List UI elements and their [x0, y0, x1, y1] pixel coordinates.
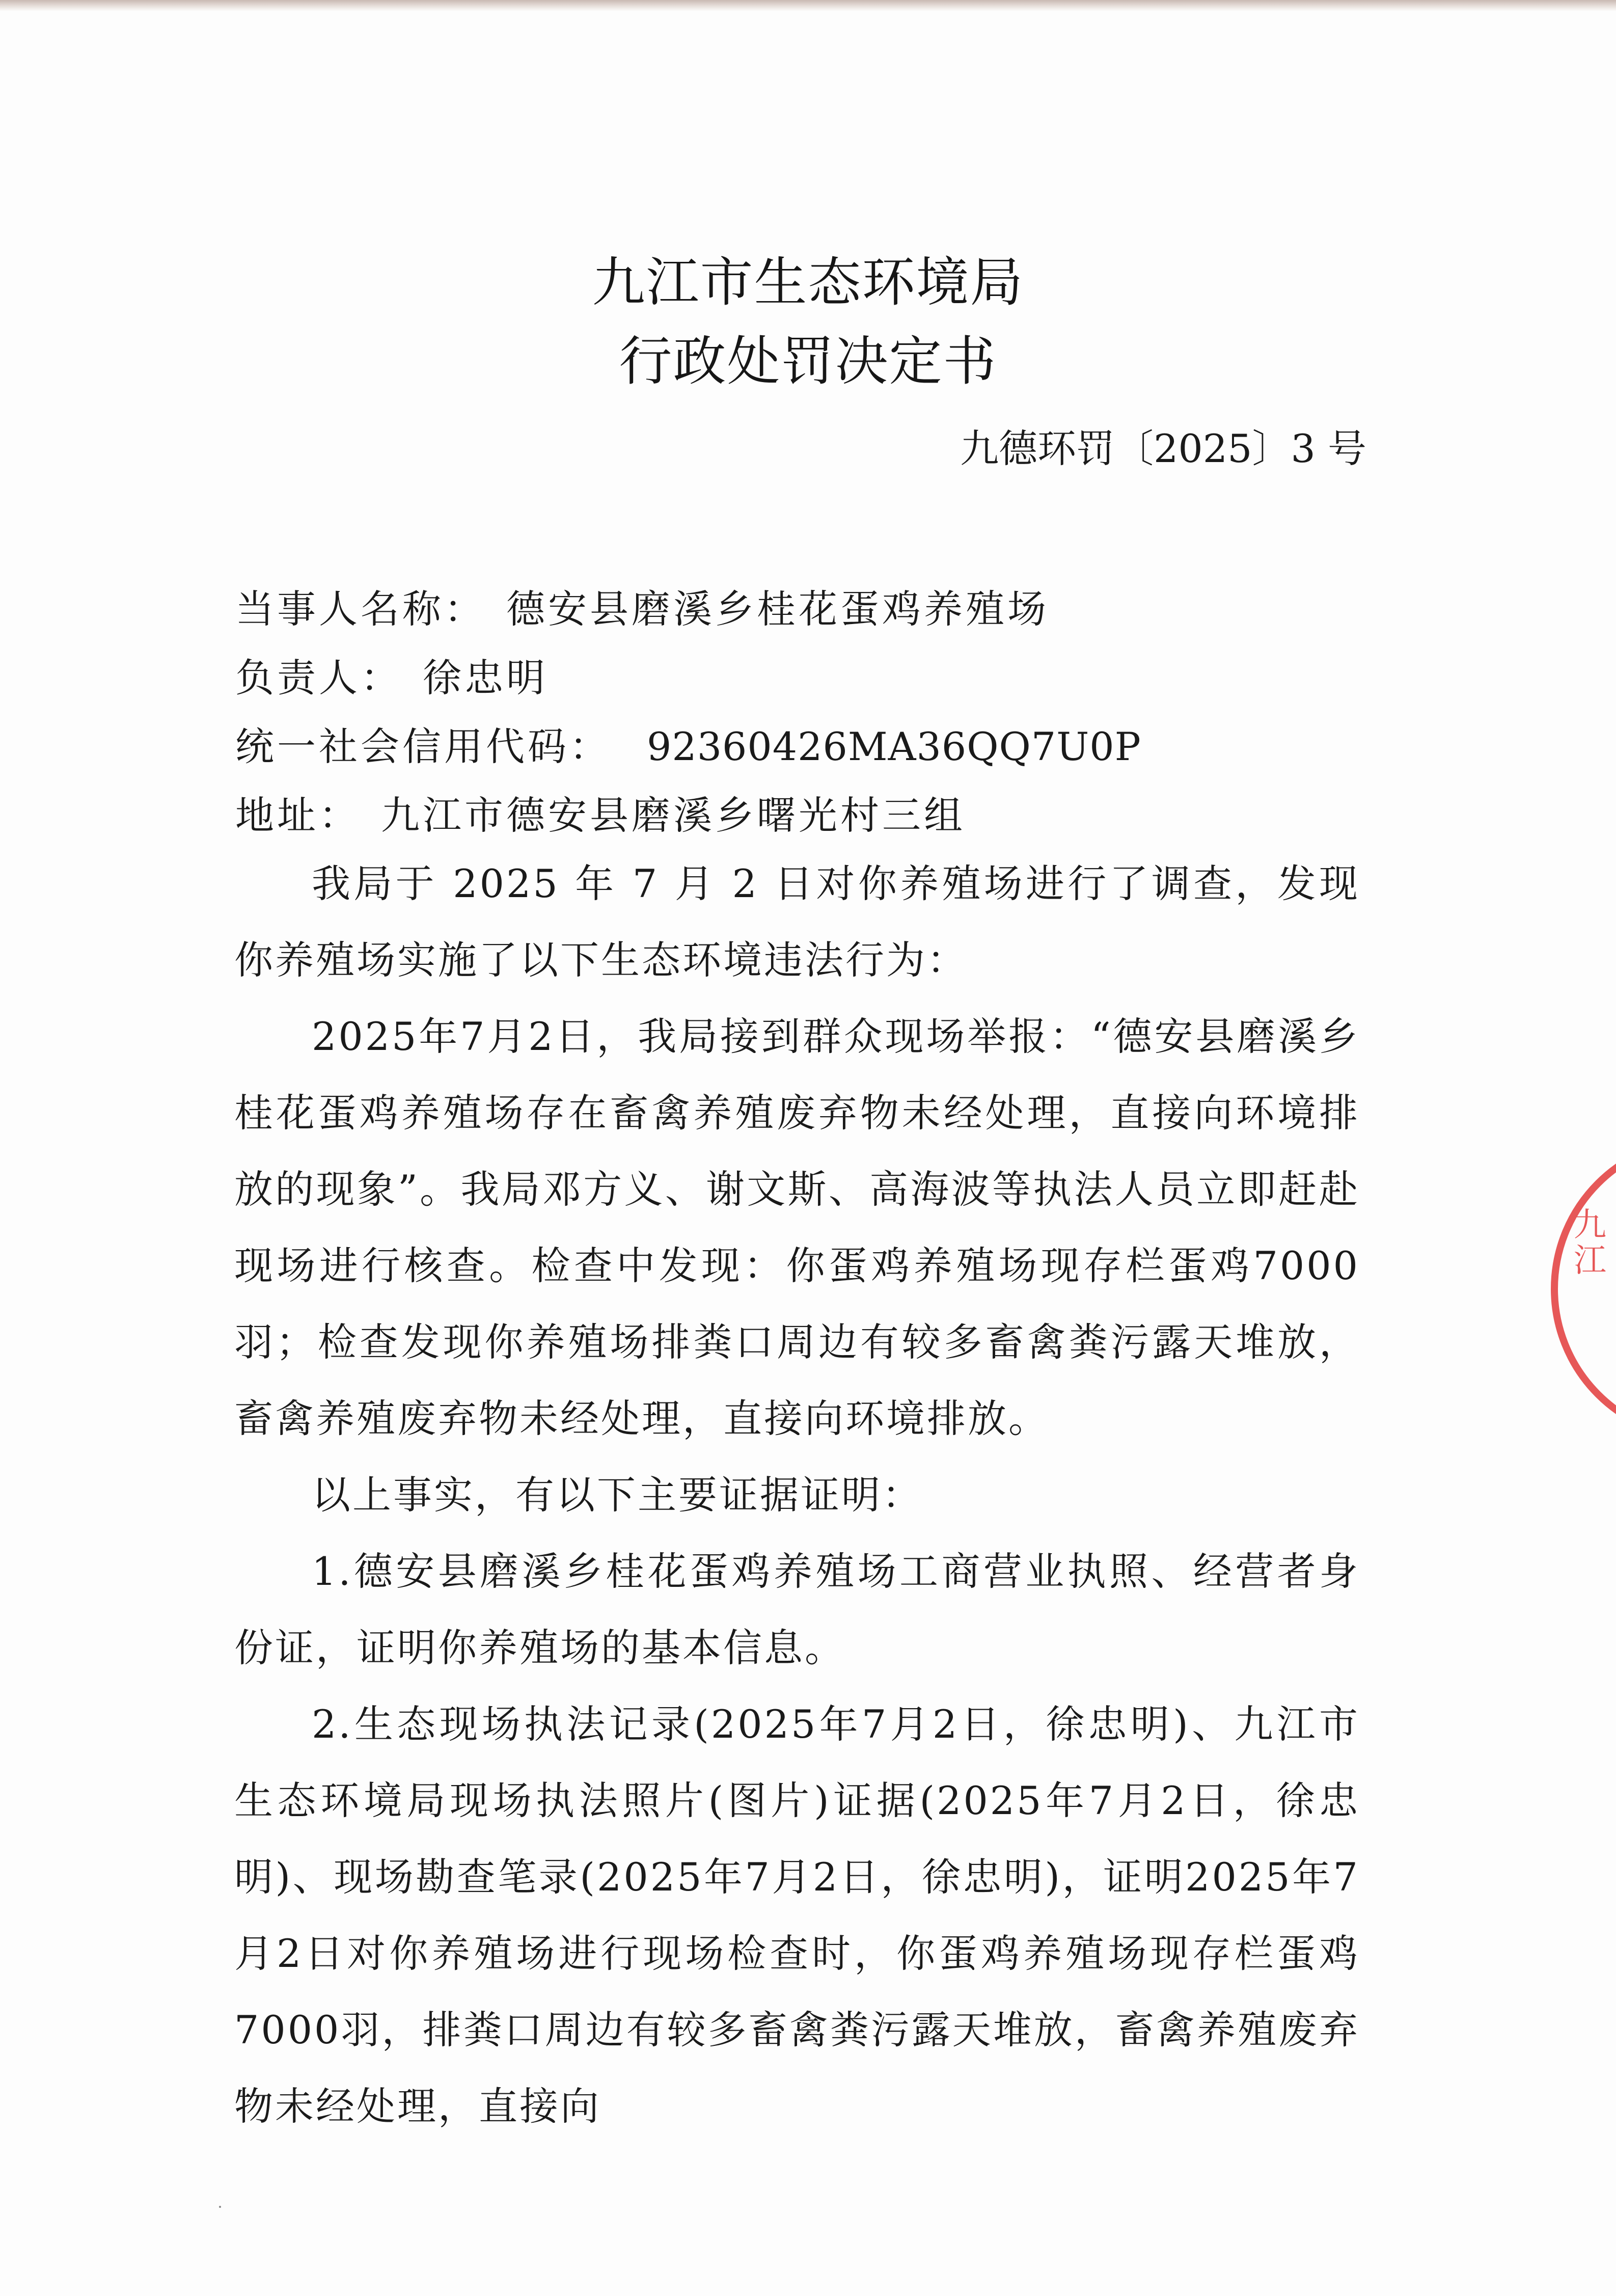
official-seal-text: 九江 [1574, 1206, 1606, 1280]
body-paragraph: 2025年7月2日，我局接到群众现场举报：“德安县磨溪乡桂花蛋鸡养殖场存在畜禽养殖废弃物未经处理，直接向环境排放的现象”。我局邓方义、谢文斯、高海波等执法人员立即赶赴现场进行核查。检查中发现：你蛋鸡养殖场现存栏蛋鸡7000羽；检查发现你养殖场排粪口周边有较多畜禽粪污露天堆放，畜禽养殖废弃物未经处理，直接向环境排放。 [234, 1014, 1360, 1441]
scan-speck [219, 2206, 221, 2208]
address-row [235, 785, 966, 840]
responsible-person-value: 徐忠明 [423, 655, 548, 700]
document-type-title: 行政处罚决定书 [619, 330, 997, 392]
body-paragraph: 1.德安县磨溪乡桂花蛋鸡养殖场工商营业执照、经营者身份证，证明你养殖场的基本信息。 [234, 1549, 1360, 1670]
document-number: 九德环罚〔2025〕3 号 [960, 426, 1366, 471]
credit-code-label: 统一社会信用代码： [235, 724, 611, 769]
body-paragraph: 以上事实，有以下主要证据证明： [312, 1472, 923, 1518]
official-seal-icon [1551, 1136, 1616, 1442]
party-name-value: 德安县磨溪乡桂花蛋鸡养殖场 [506, 586, 1049, 632]
body-paragraph: 2.生态现场执法记录(2025年7月2日，徐忠明)、九江市生态环境局现场执法照片(图片)证据(2025年7月2日，徐忠明)、现场勘查笔录(2025年7月2日，徐忠明)，证明2025年7月2日对你养殖场进行现场检查时，你蛋鸡养殖场现存栏蛋鸡7000羽，排粪口周边有较多畜禽粪污露天堆放，畜禽养殖废弃物未经处理，直接向 [234, 1701, 1360, 2129]
agency-title: 九江市生态环境局 [592, 251, 1024, 313]
address-label: 地址： [235, 793, 361, 838]
address-value: 九江市德安县磨溪乡曙光村三组 [381, 793, 966, 838]
party-name-row [235, 578, 1049, 634]
body-paragraph: 我局于 2025 年 7 月 2 日对你养殖场进行了调查，发现你养殖场实施了以下生态环境违法行为： [234, 861, 1360, 983]
credit-code-value: 92360426MA36QQ7U0P [647, 724, 1141, 769]
credit-code-row [235, 716, 1141, 771]
party-name-label: 当事人名称： [235, 586, 486, 632]
responsible-person-label: 负责人： [235, 655, 402, 700]
page-top-edge [0, 0, 1616, 11]
document-body [234, 846, 1360, 2145]
responsible-person-row [235, 647, 548, 703]
